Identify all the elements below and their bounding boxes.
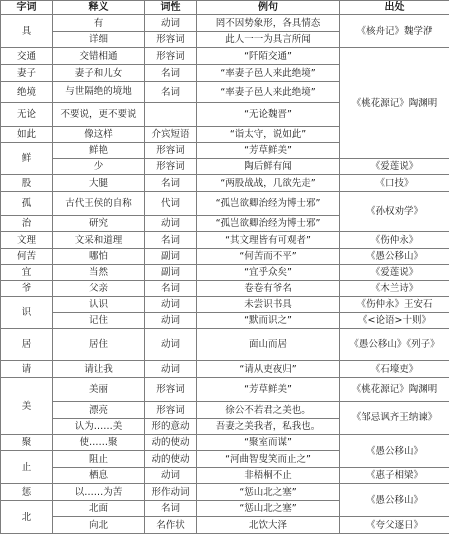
source-cell: 《木兰诗》 — [340, 281, 449, 297]
example-cell: “惩山北之塞” — [197, 501, 340, 517]
meaning-cell: 哪怕 — [53, 249, 145, 265]
example-cell: 陶后鲜有闻 — [197, 159, 340, 175]
meaning-cell: 当然 — [53, 265, 145, 281]
example-cell: “其文理皆有可观者” — [197, 232, 340, 249]
meaning-cell: 以……为苦 — [53, 484, 145, 501]
word-cell: 止 — [1, 451, 53, 484]
example-cell: “无论魏晋” — [197, 103, 340, 127]
word-cell: 识 — [1, 297, 53, 329]
example-cell: “惩山北之塞” — [197, 484, 340, 501]
example-cell: “两股战战，几欲先走” — [197, 175, 340, 192]
pos-cell — [145, 103, 197, 127]
pos-cell: 名词 — [145, 281, 197, 297]
example-cell: “宜乎众矣” — [197, 265, 340, 281]
table-row — [1, 249, 449, 265]
pos-cell: 代词 — [145, 192, 197, 216]
table-row — [1, 265, 449, 281]
table-row — [1, 232, 449, 249]
example-cell: “请从吏夜归” — [197, 361, 340, 378]
word-cell: 聚 — [1, 435, 53, 451]
word-cell: 无论 — [1, 103, 53, 127]
word-cell: 北 — [1, 501, 53, 534]
word-cell: 宜 — [1, 265, 53, 281]
pos-cell: 动的使动 — [145, 451, 197, 468]
source-cell: 《爱莲说》 — [340, 159, 449, 175]
meaning-cell: 有 — [53, 15, 145, 32]
meaning-cell: 与世隔绝的境地 — [53, 82, 145, 103]
table-row — [1, 313, 449, 329]
table-header-row — [1, 1, 449, 15]
word-cell: 何苦 — [1, 249, 53, 265]
pos-cell: 动词 — [145, 361, 197, 378]
example-cell: 此人一一为具言所闻 — [197, 32, 340, 48]
meaning-cell: 阻止 — [53, 451, 145, 468]
word-cell: 绝境 — [1, 82, 53, 103]
table-row — [1, 468, 449, 484]
word-cell: 具 — [1, 15, 53, 48]
table-row — [1, 329, 449, 361]
pos-cell: 动词 — [145, 313, 197, 329]
meaning-cell: 认识 — [53, 297, 145, 313]
example-cell: “芳草鲜美” — [197, 143, 340, 159]
example-cell: 罔不因势象形，各具情态 — [197, 15, 340, 32]
source-cell: 《愚公移山》《列子》 — [340, 329, 449, 361]
pos-cell: 形容词 — [145, 402, 197, 419]
word-cell: 孤 — [1, 192, 53, 216]
table-row — [1, 15, 449, 32]
pos-cell: 名作状 — [145, 517, 197, 534]
pos-cell: 形容词 — [145, 378, 197, 402]
word-cell: 美 — [1, 378, 53, 435]
source-cell: 《愚公移山》 — [340, 435, 449, 468]
example-cell: “芳草鲜美” — [197, 378, 340, 402]
source-cell: 《爱莲说》 — [340, 265, 449, 281]
meaning-cell: 交错相通 — [53, 48, 145, 65]
word-cell: 居 — [1, 329, 53, 361]
table-row — [1, 517, 449, 534]
pos-cell: 形容词 — [145, 159, 197, 175]
meaning-cell: 大腿 — [53, 175, 145, 192]
source-cell: 《口技》 — [340, 175, 449, 192]
table-row — [1, 175, 449, 192]
example-cell: 非梧桐不止 — [197, 468, 340, 484]
source-cell: 《伤仲永》王安石 — [340, 297, 449, 313]
meaning-cell: 像这样 — [53, 127, 145, 143]
source-cell: 《夸父逐日》 — [340, 517, 449, 534]
word-cell: 鲜 — [1, 143, 53, 175]
source-cell: 《桃花源记》陶渊明 — [340, 378, 449, 402]
meaning-cell: 详细 — [53, 32, 145, 48]
table-row — [1, 378, 449, 402]
meaning-cell: 向北 — [53, 517, 145, 534]
meaning-cell: 使……聚 — [53, 435, 145, 451]
pos-cell: 动的使动 — [145, 435, 197, 451]
source-cell: 《桃花源记》陶渊明 — [340, 48, 449, 159]
pos-cell: 动词 — [145, 216, 197, 232]
pos-cell: 动词 — [145, 468, 197, 484]
header-example: 例句 — [197, 1, 340, 15]
source-cell: 《伤仲永》 — [340, 232, 449, 249]
meaning-cell: 少 — [53, 159, 145, 175]
example-cell: 卷卷有爷名 — [197, 281, 340, 297]
pos-cell: 动词 — [145, 297, 197, 313]
source-cell: 《愚公移山》 — [340, 484, 449, 517]
table-row — [1, 192, 449, 216]
example-cell: “何苦而不平” — [197, 249, 340, 265]
word-cell: 请 — [1, 361, 53, 378]
pos-cell: 副词 — [145, 249, 197, 265]
pos-cell: 动词 — [145, 15, 197, 32]
meaning-cell: 请让我 — [53, 361, 145, 378]
word-cell: 妻子 — [1, 65, 53, 82]
meaning-cell: 妻子和儿女 — [53, 65, 145, 82]
meaning-cell: 认为……美 — [53, 419, 145, 435]
pos-cell: 形容词 — [145, 48, 197, 65]
example-cell: “率妻子邑人来此绝境” — [197, 82, 340, 103]
meaning-cell: 鲜艳 — [53, 143, 145, 159]
meaning-cell: 研究 — [53, 216, 145, 232]
source-cell: 《邹忌讽齐王纳谏》 — [340, 402, 449, 435]
pos-cell: 介宾短语 — [145, 127, 197, 143]
example-cell: 吾妻之美我者，私我也。 — [197, 419, 340, 435]
example-cell: 面山而居 — [197, 329, 340, 361]
table-row — [1, 484, 449, 501]
pos-cell: 动词 — [145, 329, 197, 361]
meaning-cell: 父亲 — [53, 281, 145, 297]
header-source: 出处 — [340, 1, 449, 15]
meaning-cell: 文采和道理 — [53, 232, 145, 249]
pos-cell: 名词 — [145, 82, 197, 103]
example-cell: “河曲智叟笑而止之” — [197, 451, 340, 468]
meaning-cell: 漂亮 — [53, 402, 145, 419]
example-cell: 北饮大泽 — [197, 517, 340, 534]
pos-cell: 名词 — [145, 232, 197, 249]
pos-cell: 形容词 — [145, 32, 197, 48]
table-row — [1, 435, 449, 451]
meaning-cell: 栖息 — [53, 468, 145, 484]
source-cell: 《石壕吏》 — [340, 361, 449, 378]
word-cell: 爷 — [1, 281, 53, 297]
table-row — [1, 361, 449, 378]
example-cell: 未尝识书具 — [197, 297, 340, 313]
table-row — [1, 159, 449, 175]
header-word: 字词 — [1, 1, 53, 15]
word-cell: 股 — [1, 175, 53, 192]
meaning-cell: 古代王侯的自称 — [53, 192, 145, 216]
meaning-cell: 北面 — [53, 501, 145, 517]
example-cell: “孤岂欲卿治经为博士邪” — [197, 216, 340, 232]
word-cell: 文理 — [1, 232, 53, 249]
example-cell: “率妻子邑人来此绝境” — [197, 65, 340, 82]
pos-cell: 副词 — [145, 265, 197, 281]
example-cell: 徐公不若君之美也。 — [197, 402, 340, 419]
table-row — [1, 402, 449, 419]
source-cell: 《<论语>十则》 — [340, 313, 449, 329]
table-row — [1, 281, 449, 297]
example-cell: “诣太守，说如此” — [197, 127, 340, 143]
table-row — [1, 48, 449, 65]
word-cell: 治 — [1, 216, 53, 232]
table-row — [1, 297, 449, 313]
meaning-cell: 美丽 — [53, 378, 145, 402]
source-cell: 《惠子相梁》 — [340, 468, 449, 484]
header-meaning: 释义 — [53, 1, 145, 15]
example-cell: “聚室而谋” — [197, 435, 340, 451]
pos-cell: 形作动词 — [145, 484, 197, 501]
source-cell: 《核舟记》魏学洢 — [340, 15, 449, 48]
word-cell: 惩 — [1, 484, 53, 501]
source-cell: 《孙权劝学》 — [340, 192, 449, 232]
header-pos: 词性 — [145, 1, 197, 15]
example-cell: “阡陌交通” — [197, 48, 340, 65]
meaning-cell: 不要说，更不要说 — [53, 103, 145, 127]
word-cell: 如此 — [1, 127, 53, 143]
meaning-cell: 记住 — [53, 313, 145, 329]
pos-cell: 形的意动 — [145, 419, 197, 435]
meaning-cell: 居住 — [53, 329, 145, 361]
word-cell: 交通 — [1, 48, 53, 65]
pos-cell: 名词 — [145, 65, 197, 82]
example-cell: “孤岂欲卿治经为博士邪” — [197, 192, 340, 216]
source-cell: 《愚公移山》 — [340, 249, 449, 265]
example-cell: “默而识之” — [197, 313, 340, 329]
pos-cell: 形容词 — [145, 143, 197, 159]
pos-cell: 名词 — [145, 501, 197, 517]
pos-cell: 名词 — [145, 175, 197, 192]
